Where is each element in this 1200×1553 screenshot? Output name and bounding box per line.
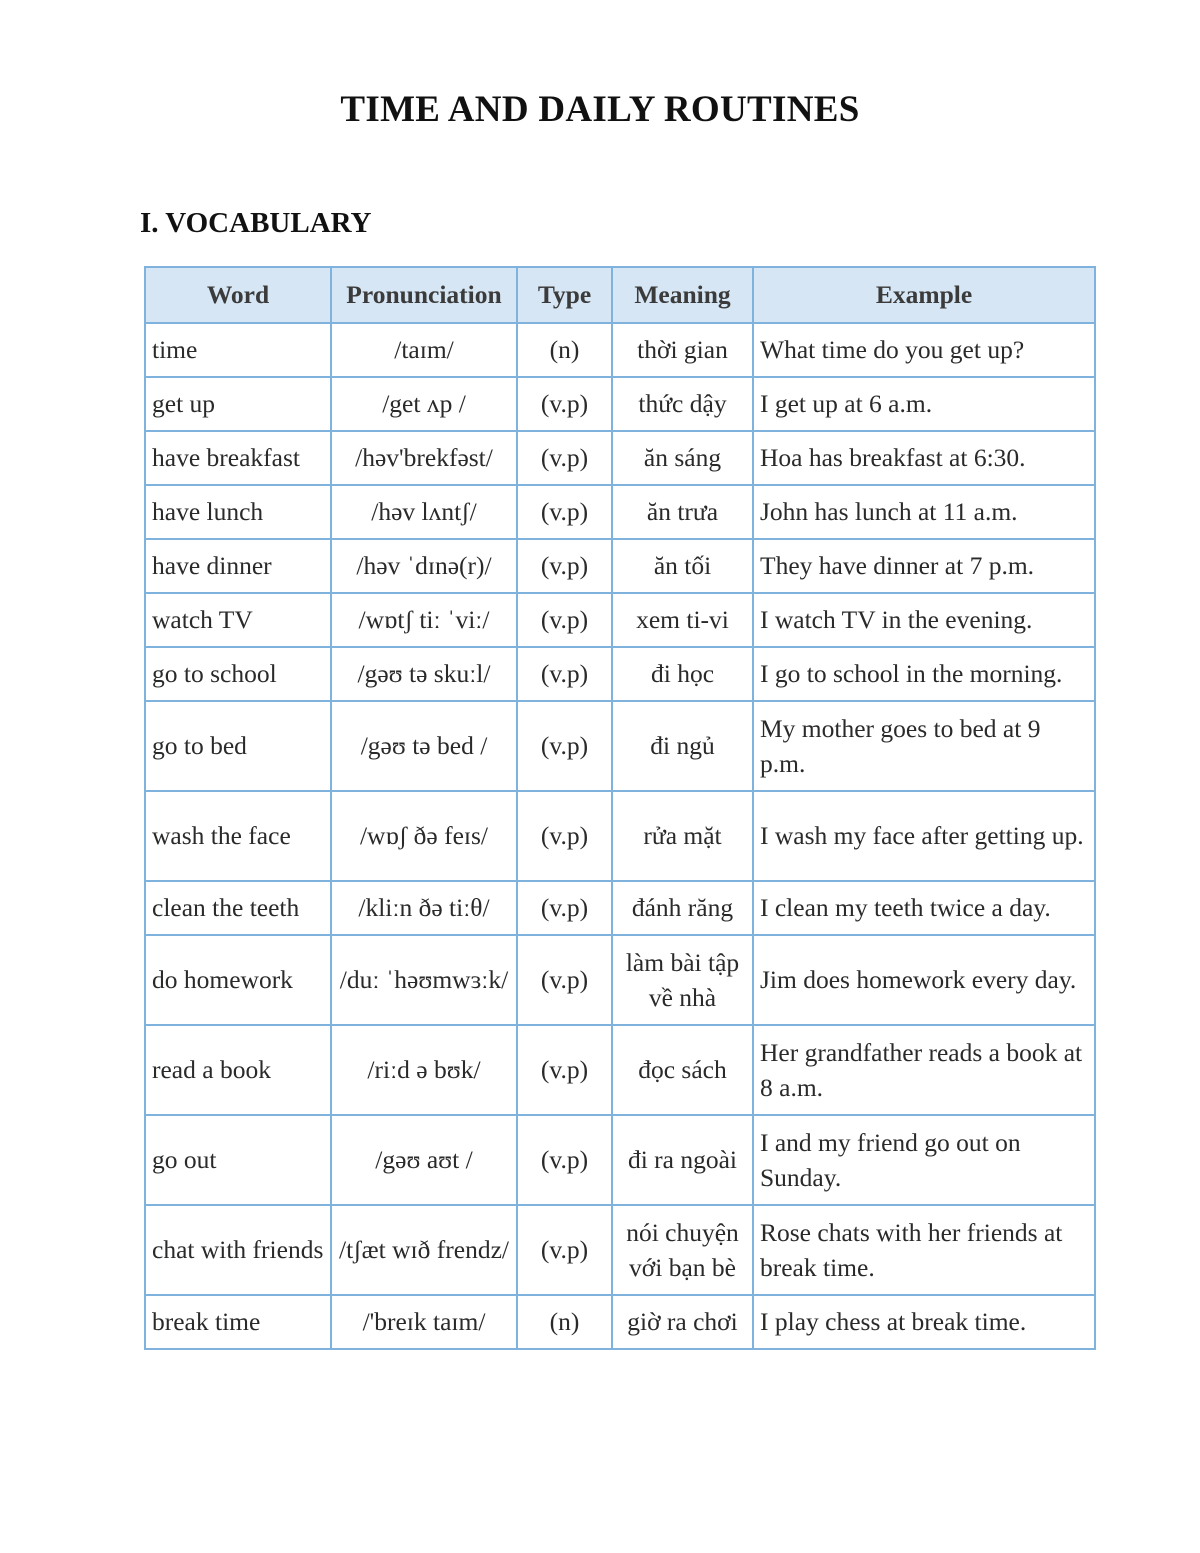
table-row xyxy=(145,647,1095,701)
cell-pronunciation: /gəʊ tə skuːl/ xyxy=(331,647,517,701)
table-row xyxy=(145,1205,1095,1295)
vocabulary-table-body xyxy=(145,323,1095,1349)
cell-word: go out xyxy=(145,1115,331,1205)
cell-pronunciation: /'breɪk taɪm/ xyxy=(331,1295,517,1349)
header-example: Example xyxy=(753,267,1095,323)
cell-pronunciation: /kliːn ðə tiːθ/ xyxy=(331,881,517,935)
table-row xyxy=(145,539,1095,593)
cell-word: time xyxy=(145,323,331,377)
cell-meaning: nói chuyện với bạn bè xyxy=(612,1205,753,1295)
table-row xyxy=(145,791,1095,881)
table-row xyxy=(145,1115,1095,1205)
table-row xyxy=(145,485,1095,539)
cell-example: My mother goes to bed at 9 p.m. xyxy=(753,701,1095,791)
cell-pronunciation: /tʃæt wɪð frendz/ xyxy=(331,1205,517,1295)
cell-type: (v.p) xyxy=(517,881,612,935)
table-row xyxy=(145,323,1095,377)
cell-meaning: thức dậy xyxy=(612,377,753,431)
cell-pronunciation: /həv lʌntʃ/ xyxy=(331,485,517,539)
cell-type: (v.p) xyxy=(517,593,612,647)
table-row xyxy=(145,377,1095,431)
cell-word: have lunch xyxy=(145,485,331,539)
cell-type: (v.p) xyxy=(517,539,612,593)
cell-type: (n) xyxy=(517,323,612,377)
cell-pronunciation: /duː ˈhəʊmwɜːk/ xyxy=(331,935,517,1025)
cell-example: John has lunch at 11 a.m. xyxy=(753,485,1095,539)
cell-pronunciation: /həv'brekfəst/ xyxy=(331,431,517,485)
cell-example: I watch TV in the evening. xyxy=(753,593,1095,647)
header-meaning: Meaning xyxy=(612,267,753,323)
cell-example: I wash my face after getting up. xyxy=(753,791,1095,881)
cell-example: What time do you get up? xyxy=(753,323,1095,377)
cell-word: break time xyxy=(145,1295,331,1349)
page-title: TIME AND DAILY ROUTINES xyxy=(340,89,860,130)
cell-word: have breakfast xyxy=(145,431,331,485)
cell-example: Jim does homework every day. xyxy=(753,935,1095,1025)
table-row xyxy=(145,881,1095,935)
cell-type: (v.p) xyxy=(517,377,612,431)
cell-meaning: ăn sáng xyxy=(612,431,753,485)
cell-pronunciation: /gəʊ aʊt / xyxy=(331,1115,517,1205)
cell-word: go to school xyxy=(145,647,331,701)
header-row xyxy=(145,267,1095,323)
header-pronunciation: Pronunciation xyxy=(331,267,517,323)
cell-meaning: ăn tối xyxy=(612,539,753,593)
header-type: Type xyxy=(517,267,612,323)
cell-word: wash the face xyxy=(145,791,331,881)
cell-word: clean the teeth xyxy=(145,881,331,935)
cell-example: I get up at 6 a.m. xyxy=(753,377,1095,431)
table-row xyxy=(145,431,1095,485)
table-row xyxy=(145,1025,1095,1115)
cell-pronunciation: /gəʊ tə bed / xyxy=(331,701,517,791)
cell-meaning: xem ti-vi xyxy=(612,593,753,647)
cell-example: Rose chats with her friends at break time. xyxy=(753,1205,1095,1295)
cell-type: (v.p) xyxy=(517,1025,612,1115)
cell-meaning: đi ngủ xyxy=(612,701,753,791)
cell-example: I play chess at break time. xyxy=(753,1295,1095,1349)
cell-meaning: đọc sách xyxy=(612,1025,753,1115)
cell-meaning: đi ra ngoài xyxy=(612,1115,753,1205)
cell-type: (v.p) xyxy=(517,647,612,701)
cell-type: (v.p) xyxy=(517,935,612,1025)
table-row xyxy=(145,1295,1095,1349)
cell-example: Hoa has breakfast at 6:30. xyxy=(753,431,1095,485)
table-row xyxy=(145,935,1095,1025)
cell-word: watch TV xyxy=(145,593,331,647)
cell-example: I clean my teeth twice a day. xyxy=(753,881,1095,935)
cell-type: (v.p) xyxy=(517,485,612,539)
cell-pronunciation: /get ʌp / xyxy=(331,377,517,431)
cell-meaning: đi học xyxy=(612,647,753,701)
table-row xyxy=(145,701,1095,791)
cell-meaning: ăn trưa xyxy=(612,485,753,539)
cell-type: (v.p) xyxy=(517,431,612,485)
cell-word: go to bed xyxy=(145,701,331,791)
cell-type: (v.p) xyxy=(517,701,612,791)
cell-word: have dinner xyxy=(145,539,331,593)
cell-example: I go to school in the morning. xyxy=(753,647,1095,701)
cell-type: (n) xyxy=(517,1295,612,1349)
cell-word: read a book xyxy=(145,1025,331,1115)
cell-word: do homework xyxy=(145,935,331,1025)
cell-meaning: làm bài tập về nhà xyxy=(612,935,753,1025)
table-row xyxy=(145,593,1095,647)
cell-pronunciation: /wɒtʃ tiː ˈviː/ xyxy=(331,593,517,647)
cell-meaning: đánh răng xyxy=(612,881,753,935)
cell-pronunciation: /həv ˈdɪnə(r)/ xyxy=(331,539,517,593)
cell-pronunciation: /riːd ə bʊk/ xyxy=(331,1025,517,1115)
header-word: Word xyxy=(145,267,331,323)
cell-word: chat with friends xyxy=(145,1205,331,1295)
vocabulary-table-header xyxy=(145,267,1095,323)
cell-type: (v.p) xyxy=(517,791,612,881)
cell-example: I and my friend go out on Sunday. xyxy=(753,1115,1095,1205)
cell-meaning: giờ ra chơi xyxy=(612,1295,753,1349)
cell-type: (v.p) xyxy=(517,1205,612,1295)
cell-type: (v.p) xyxy=(517,1115,612,1205)
cell-meaning: rửa mặt xyxy=(612,791,753,881)
cell-pronunciation: /taɪm/ xyxy=(331,323,517,377)
cell-word: get up xyxy=(145,377,331,431)
section-heading-vocabulary: I. VOCABULARY xyxy=(140,207,372,239)
cell-example: Her grandfather reads a book at 8 a.m. xyxy=(753,1025,1095,1115)
cell-pronunciation: /wɒʃ ðə feɪs/ xyxy=(331,791,517,881)
cell-example: They have dinner at 7 p.m. xyxy=(753,539,1095,593)
cell-meaning: thời gian xyxy=(612,323,753,377)
vocabulary-table xyxy=(144,266,1096,1350)
